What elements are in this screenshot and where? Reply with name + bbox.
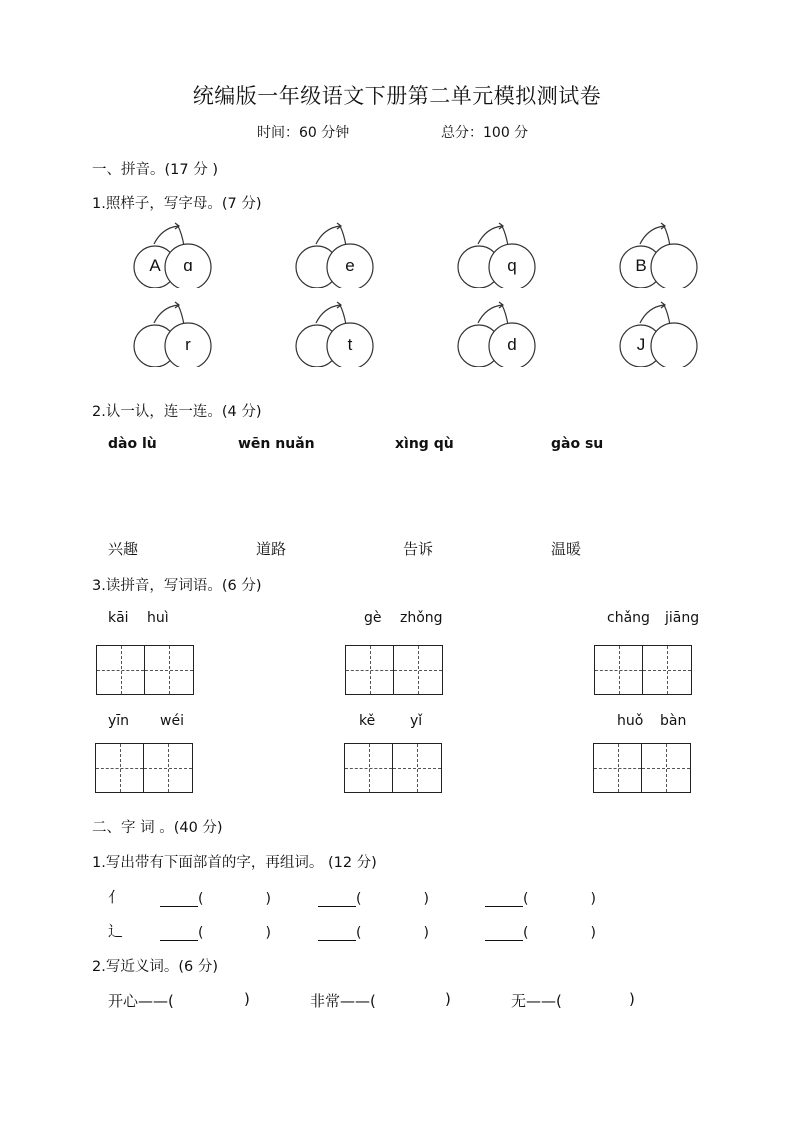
pinyin-syllable: gè: [364, 610, 382, 626]
cherry-left-letter: A: [149, 256, 161, 275]
pinyin-syllable: yīn: [108, 713, 130, 729]
synonym-close-paren: ): [629, 990, 635, 1008]
word-item: 道路: [256, 540, 287, 558]
answer-blank[interactable]: [160, 888, 271, 907]
cherry-right-letter: ɑ: [183, 256, 193, 275]
close-paren: ): [265, 891, 271, 907]
pinyin-item: xìng qù: [395, 436, 454, 452]
pinyin-syllable: yǐ: [410, 713, 423, 729]
synonym-prompt: 非常——(: [310, 992, 376, 1010]
s2-q2-heading: 2.写近义词。(6 分): [92, 959, 218, 975]
writing-grid[interactable]: [344, 743, 442, 793]
cherry-pair: [132, 301, 224, 367]
cherry-right-letter: e: [345, 256, 355, 275]
radical-label: 辶: [108, 922, 124, 940]
synonym-prompt: 无——(: [511, 992, 562, 1010]
pinyin-syllable: chǎng: [607, 610, 650, 626]
cherry-left-letter: J: [636, 335, 646, 354]
answer-blank[interactable]: [485, 888, 596, 907]
close-paren: ): [423, 925, 429, 941]
open-paren: (: [356, 925, 362, 941]
page-title: 统编版一年级语文下册第二单元模拟测试卷: [192, 84, 602, 108]
char-blank-line[interactable]: [318, 926, 356, 941]
q1-heading: 1.照样子，写字母。(7 分): [92, 196, 262, 212]
cherry-pair: [456, 301, 548, 367]
cherry-right-letter: q: [507, 256, 517, 275]
close-paren: ): [590, 925, 596, 941]
writing-grid[interactable]: [593, 743, 691, 793]
cherry-right-letter: r: [185, 335, 191, 354]
open-paren: (: [523, 891, 529, 907]
q2-heading: 2.认一认，连一连。(4 分): [92, 404, 262, 420]
cherry-pair: [456, 222, 548, 288]
cherry-pair: [294, 301, 386, 367]
char-blank-line[interactable]: [485, 926, 523, 941]
writing-grid[interactable]: [95, 743, 193, 793]
cherry-left-letter: B: [635, 256, 647, 275]
exam-total-score: 总分：100 分: [441, 125, 529, 141]
cherry-pair: [132, 222, 224, 288]
answer-blank[interactable]: [160, 922, 271, 941]
pinyin-syllable: zhǒng: [400, 610, 443, 626]
synonym-close-paren: ): [244, 990, 250, 1008]
section1-heading: 一、拼音。(17 分 ): [92, 162, 218, 178]
writing-grid[interactable]: [345, 645, 443, 695]
close-paren: ): [265, 925, 271, 941]
q3-heading: 3.读拼音，写词语。(6 分): [92, 578, 262, 594]
pinyin-item: gào su: [551, 436, 604, 452]
section2-heading: 二、字 词 。(40 分): [92, 820, 223, 836]
open-paren: (: [523, 925, 529, 941]
pinyin-syllable: kě: [359, 713, 376, 729]
word-item: 兴趣: [108, 540, 139, 558]
pinyin-syllable: huǒ: [617, 713, 644, 729]
answer-blank[interactable]: [485, 922, 596, 941]
pinyin-syllable: jiāng: [665, 610, 700, 626]
synonym-close-paren: ): [445, 990, 451, 1008]
cherry-pair: [294, 222, 386, 288]
close-paren: ): [423, 891, 429, 907]
char-blank-line[interactable]: [160, 892, 198, 907]
pinyin-item: wēn nuǎn: [238, 436, 315, 452]
cherry-pair: [618, 301, 710, 367]
cherry-right-letter: d: [507, 335, 517, 354]
pinyin-syllable: wéi: [160, 713, 184, 729]
pinyin-syllable: kāi: [108, 610, 129, 626]
char-blank-line[interactable]: [160, 926, 198, 941]
writing-grid[interactable]: [594, 645, 692, 695]
s2-q1-heading: 1.写出带有下面部首的字，再组词。 (12 分): [92, 855, 377, 871]
answer-blank[interactable]: [318, 922, 429, 941]
close-paren: ): [590, 891, 596, 907]
open-paren: (: [356, 891, 362, 907]
pinyin-syllable: huì: [147, 610, 169, 626]
exam-time: 时间：60 分钟: [257, 125, 350, 141]
word-item: 告诉: [403, 540, 434, 558]
answer-blank[interactable]: [318, 888, 429, 907]
cherry-pair: [618, 222, 710, 288]
char-blank-line[interactable]: [485, 892, 523, 907]
radical-label: 亻: [108, 888, 124, 906]
word-item: 温暖: [551, 540, 582, 558]
writing-grid[interactable]: [96, 645, 194, 695]
cherry-right-letter: t: [347, 335, 353, 354]
open-paren: (: [198, 891, 204, 907]
open-paren: (: [198, 925, 204, 941]
char-blank-line[interactable]: [318, 892, 356, 907]
synonym-prompt: 开心——(: [108, 992, 174, 1010]
pinyin-item: dào lù: [108, 436, 157, 452]
pinyin-syllable: bàn: [660, 713, 687, 729]
